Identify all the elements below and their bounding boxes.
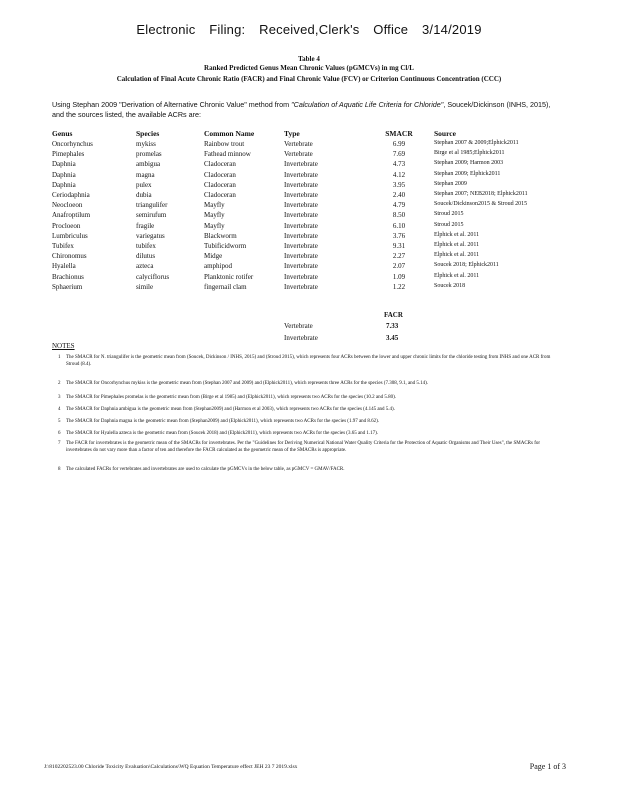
table-number: Table 4	[298, 55, 320, 63]
note-text: The SMACR for Daphnia magna is the geometric mean from (Stephan2009) and (Elphick2011), which represents two ACRs for the species (1.97 and 8.62).	[66, 419, 380, 424]
cell-smacr: 2.07	[392, 262, 406, 271]
note-item	[58, 418, 556, 425]
note-text: The SMACR for N. triangulifer is the geometric mean from (Soucek, Dickinson / INHS, 2015) and (Stroud 2015), which represents four ACRs between the lower and upper chronic limits for the chloride testing from INHS and one ACR from Stroud (8.4).	[66, 355, 551, 367]
cell-smacr: 6.99	[392, 140, 406, 148]
cell-common-name: amphipod	[204, 262, 232, 271]
cell-source: Birge et al 1985;Elphick2011	[434, 150, 505, 157]
facr-type-invertebrate: Invertebrate	[284, 334, 318, 342]
note-number: 4	[58, 407, 61, 412]
cell-smacr: 1.22	[392, 282, 406, 291]
cell-smacr: 3.95	[392, 180, 406, 189]
cell-common-name: Rainbow trout	[204, 140, 245, 148]
cell-type: Invertebrate	[284, 282, 318, 291]
note-number: 7	[58, 441, 61, 446]
note-text: The FACR for invertebrates is the geometric mean of the SMACRs for invertebrates. Per the "Guidelines for Deriving Numerical National Water Quality Criteria for the Protection of Aquatic Organisms and Their Uses", the SMACRs for invertebrates do not vary more than a factor of ten and therefore the FACR calculated as the geometric mean of the SMACRs is appropriate.	[66, 441, 541, 453]
cell-common-name: Planktonic rotifer	[204, 272, 254, 281]
cell-type: Invertebrate	[284, 211, 318, 220]
header-smacr: SMACR	[385, 129, 413, 138]
cell-type: Invertebrate	[284, 191, 318, 199]
cell-genus: Procloeon	[52, 221, 81, 230]
cell-type: Invertebrate	[284, 231, 318, 240]
cell-genus: Oncorhynchus	[52, 140, 93, 148]
cell-type: Invertebrate	[284, 170, 318, 179]
cell-type: Invertebrate	[284, 242, 318, 250]
cell-source: Elphick et al. 2011	[434, 242, 480, 248]
note-item	[58, 380, 556, 387]
cell-smacr: 6.10	[392, 221, 406, 230]
cell-genus: Lumbriculus	[52, 231, 88, 240]
cell-type: Invertebrate	[284, 201, 318, 210]
cell-common-name: Blackworm	[204, 231, 237, 240]
cell-smacr: 2.27	[392, 252, 406, 261]
facr-value-invertebrate: 3.45	[386, 334, 399, 342]
cell-genus: Anafroptilum	[52, 211, 91, 220]
cell-smacr: 1.09	[392, 272, 406, 281]
cell-source: Stephan 2009	[434, 180, 467, 187]
note-item	[58, 406, 556, 413]
cell-source: Elphick et al. 2011	[434, 252, 480, 259]
cell-species: triangulifer	[136, 201, 168, 210]
cell-source: Elphick et al. 2011	[434, 231, 480, 238]
cell-common-name: Fathead minnow	[204, 150, 251, 159]
note-text: The SMACR for Daphnia ambigua is the geometric mean from (Stephan2009) and (Harmon et al 2003), which represents two ACRs for the species (4.145 and 5.4).	[66, 407, 395, 412]
note-number: 8	[58, 467, 61, 472]
cell-species: azteca	[136, 262, 154, 271]
cell-genus: Daphnia	[52, 160, 76, 169]
cell-species: dubia	[136, 191, 152, 199]
note-item	[58, 466, 556, 473]
note-number: 6	[58, 431, 61, 436]
cell-type: Invertebrate	[284, 180, 318, 189]
cell-genus: Tubifex	[52, 242, 74, 250]
cell-source: Elphick et al. 2011	[434, 272, 480, 279]
cell-species: simile	[136, 282, 154, 291]
cell-smacr: 4.12	[392, 170, 406, 179]
note-text: The SMACR for Pimephales promelas is the geometric mean from (Birge et al 1985) and (Elphick2011), which represents two ACRs for the species (10.2 and 5.80).	[66, 395, 397, 400]
cell-genus: Neocloeon	[52, 201, 83, 210]
cell-common-name: Cladoceran	[204, 191, 236, 199]
note-text: The calculated FACRs for vertebrates and invertebrates are used to calculate the pGMCVs in the below table, as pGMCV = GMAV/FACR.	[66, 467, 345, 472]
cell-common-name: Cladoceran	[204, 180, 236, 189]
note-item	[58, 430, 556, 437]
cell-common-name: Cladoceran	[204, 170, 236, 179]
header-species: Species	[136, 129, 160, 138]
table-title-line1: Ranked Predicted Genus Mean Chronic Values (pGMCVs) in mg Cl/L	[204, 64, 414, 72]
note-number: 2	[58, 381, 61, 386]
cell-smacr: 8.50	[392, 211, 406, 220]
cell-source: Stephan 2007; NEB2018; Elphick2011	[434, 191, 528, 197]
cell-species: dilutus	[136, 252, 156, 261]
footer-file-path: J:\8102202523.00 Chloride Toxicity Evaluation\Calculations\WQ Equation Temperature effect JEH 23 7 2019.xlsx	[44, 764, 298, 770]
cell-species: magna	[136, 170, 155, 179]
cell-common-name: Cladoceran	[204, 160, 236, 169]
facr-type-vertebrate: Vertebrate	[284, 322, 313, 330]
note-number: 5	[58, 419, 61, 424]
intro-text-1: Using Stephan 2009 "Derivation of Alternative Chronic Value" method from	[52, 100, 292, 109]
cell-smacr: 4.73	[392, 160, 406, 169]
cell-smacr: 7.69	[392, 150, 406, 159]
cell-genus: Pimephales	[52, 150, 85, 159]
cell-genus: Daphnia	[52, 180, 76, 189]
cell-species: semirufum	[136, 211, 167, 220]
cell-common-name: Mayfly	[204, 221, 225, 230]
efiling-header: Electronic Filing: Received,Clerk's Office 3/14/2019	[136, 22, 482, 37]
note-item	[58, 394, 556, 401]
cell-genus: Chironomus	[52, 252, 87, 261]
note-text: The SMACR for Hyalella azteca is the geometric mean from (Soucek 2018) and (Elphick2011), which represents two ACRs for the species (3.65 and 1.17).	[66, 431, 379, 436]
cell-genus: Hyalella	[52, 262, 76, 271]
header-source: Source	[434, 129, 456, 138]
cell-type: Vertebrate	[284, 140, 313, 148]
cell-common-name: Midge	[204, 252, 223, 261]
cell-common-name: Mayfly	[204, 211, 225, 220]
notes-label: NOTES	[52, 342, 75, 350]
cell-source: Stroud 2015	[434, 211, 464, 218]
cell-genus: Daphnia	[52, 170, 76, 179]
cell-common-name: Mayfly	[204, 201, 225, 210]
cell-species: promelas	[136, 150, 162, 159]
facr-label: FACR	[384, 311, 403, 319]
note-text: The SMACR for Oncorhynchus mykiss is the geometric mean from (Stephan 2007 and 2009) and (Elphick2011), which represents three ACRs for the species (7.308, 9.1, and 5.14).	[66, 381, 429, 386]
cell-smacr: 4.79	[392, 201, 406, 210]
cell-source: Stephan 2009; Harmon 2003	[434, 160, 504, 167]
cell-source: Stephan 2007 & 2009;Elphick2011	[434, 140, 519, 146]
cell-species: mykiss	[136, 140, 156, 148]
note-item	[58, 440, 556, 454]
cell-type: Vertebrate	[284, 150, 313, 159]
cell-species: calyciflorus	[136, 272, 170, 281]
cell-common-name: fingernail clam	[204, 282, 247, 291]
cell-smacr: 3.76	[392, 231, 406, 240]
cell-common-name: Tubificidworm	[204, 242, 247, 250]
table-title-line2: Calculation of Final Acute Chronic Ratio (FACR) and Final Chronic Value (FCV) or Criterion Continuous Concentration (CCC)	[116, 75, 502, 83]
cell-source: Soucek/Dickinson2015 & Stroud 2015	[434, 201, 528, 208]
cell-genus: Ceriodaphnia	[52, 191, 90, 199]
page-number: Page 1 of 3	[529, 762, 566, 771]
note-item	[58, 354, 556, 368]
cell-type: Invertebrate	[284, 262, 318, 271]
cell-species: variegatus	[136, 231, 165, 240]
cell-source: Soucek 2018; Elphick2011	[434, 262, 499, 269]
cell-source: Stroud 2015	[434, 221, 464, 228]
cell-species: tubifex	[136, 242, 156, 250]
cell-species: fragile	[136, 221, 155, 230]
cell-genus: Brachionus	[52, 272, 84, 281]
cell-type: Invertebrate	[284, 221, 318, 230]
intro-paragraph	[52, 100, 562, 120]
note-number: 3	[58, 395, 61, 400]
cell-species: ambigua	[136, 160, 161, 169]
cell-source: Stephan 2009; Elphick2011	[434, 170, 501, 177]
cell-genus: Sphaerium	[52, 282, 83, 291]
cell-type: Invertebrate	[284, 160, 318, 169]
cell-type: Invertebrate	[284, 272, 318, 281]
cell-type: Invertebrate	[284, 252, 318, 261]
cell-source: Soucek 2018	[434, 282, 466, 289]
intro-text-2: , Soucek/Dickinson (INHS, 2015), and the sources listed, the available ACRs are:	[52, 100, 551, 119]
header-genus: Genus	[52, 129, 73, 138]
header-common-name: Common Name	[204, 129, 255, 138]
note-number: 1	[58, 355, 61, 360]
facr-value-vertebrate: 7.33	[386, 322, 399, 330]
cell-smacr: 9.31	[392, 242, 406, 250]
intro-italic-title: "Calculation of Aquatic Life Criteria for Chloride"	[291, 100, 444, 109]
header-type: Type	[284, 129, 300, 138]
cell-species: pulex	[136, 180, 152, 189]
cell-smacr: 2.40	[392, 191, 406, 199]
